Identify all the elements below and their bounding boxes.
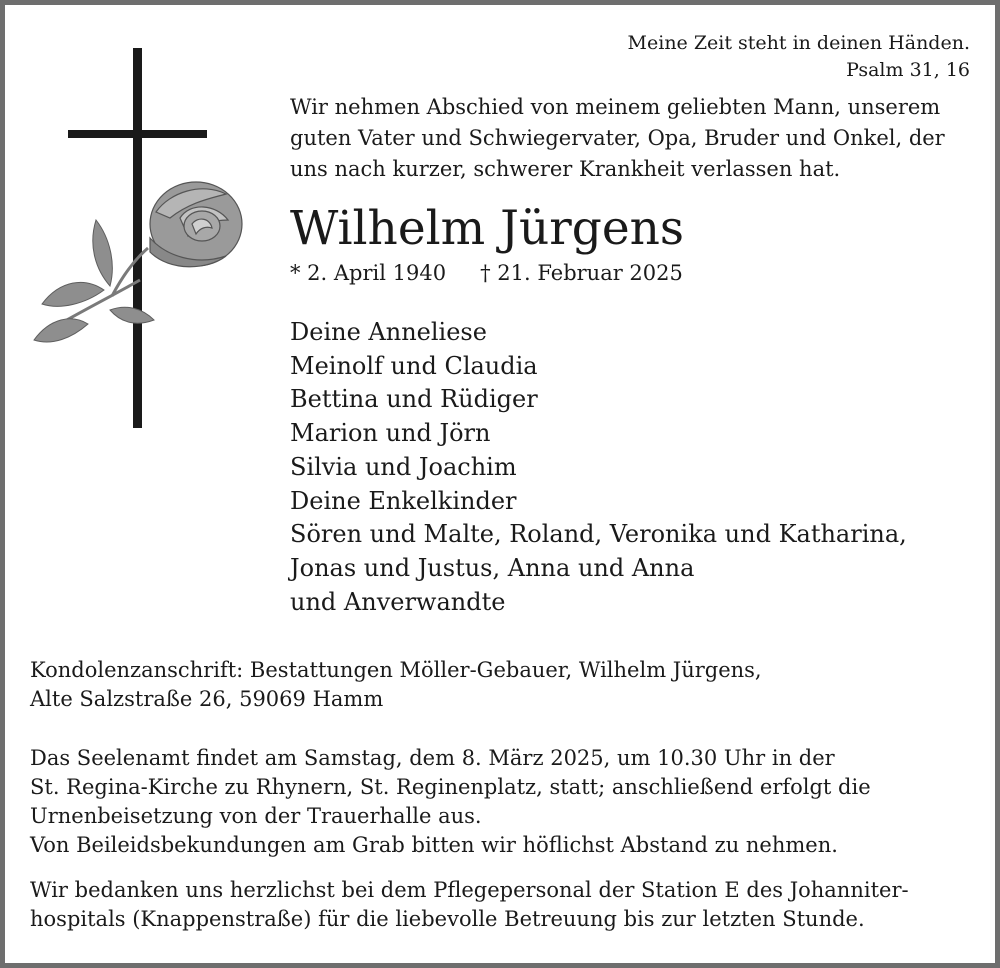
death-date: † 21. Februar 2025	[480, 261, 683, 285]
mourners-list	[290, 316, 907, 619]
service-details	[30, 744, 960, 860]
life-dates	[290, 258, 683, 288]
bible-verse-text: Meine Zeit steht in deinen Händen.	[627, 32, 970, 54]
farewell-line: Wir nehmen Abschied von meinem geliebten Mann, unserem	[290, 95, 941, 119]
mourner-line: Silvia und Joachim	[290, 452, 517, 481]
farewell-line: uns nach kurzer, schwerer Krankheit verlassen hat.	[290, 157, 841, 181]
bible-verse	[628, 30, 970, 84]
bible-verse-reference: Psalm 31, 16	[846, 59, 970, 81]
birth-date: * 2. April 1940	[290, 261, 447, 285]
thanks-line: Wir bedanken uns herzlichst bei dem Pflegepersonal der Station E des Johanniter-	[30, 878, 909, 902]
mourner-line: Sören und Malte, Roland, Veronika und Katharina,	[290, 520, 907, 549]
deceased-name: Wilhelm Jürgens	[290, 201, 685, 256]
farewell-line: guten Vater und Schwiegervater, Opa, Bruder und Onkel, der	[290, 126, 945, 150]
thanks-line: hospitals (Knappenstraße) für die liebevolle Betreuung bis zur letzten Stunde.	[30, 907, 865, 931]
farewell-text	[290, 92, 980, 185]
mourner-line: Jonas und Justus, Anna und Anna	[290, 553, 695, 582]
service-line: Urnenbeisetzung von der Trauerhalle aus.	[30, 804, 482, 828]
condolence-address	[30, 656, 762, 714]
cross-with-rose-icon	[30, 42, 260, 432]
service-line: St. Regina-Kirche zu Rhynern, St. Reginenplatz, statt; anschließend erfolgt die	[30, 775, 871, 799]
address-line: Kondolenzanschrift: Bestattungen Möller-Gebauer, Wilhelm Jürgens,	[30, 658, 762, 682]
address-line: Alte Salzstraße 26, 59069 Hamm	[30, 687, 384, 711]
mourner-line: und Anverwandte	[290, 587, 506, 616]
thanks-text	[30, 876, 960, 934]
service-line: Das Seelenamt findet am Samstag, dem 8. März 2025, um 10.30 Uhr in der	[30, 746, 835, 770]
mourner-line: Deine Anneliese	[290, 318, 487, 346]
mourner-line: Marion und Jörn	[290, 419, 491, 448]
mourner-line: Bettina und Rüdiger	[290, 385, 538, 414]
mourner-line: Meinolf und Claudia	[290, 351, 538, 380]
mourner-line: Deine Enkelkinder	[290, 486, 517, 515]
service-line: Von Beileidsbekundungen am Grab bitten wir höflichst Abstand zu nehmen.	[30, 833, 838, 857]
